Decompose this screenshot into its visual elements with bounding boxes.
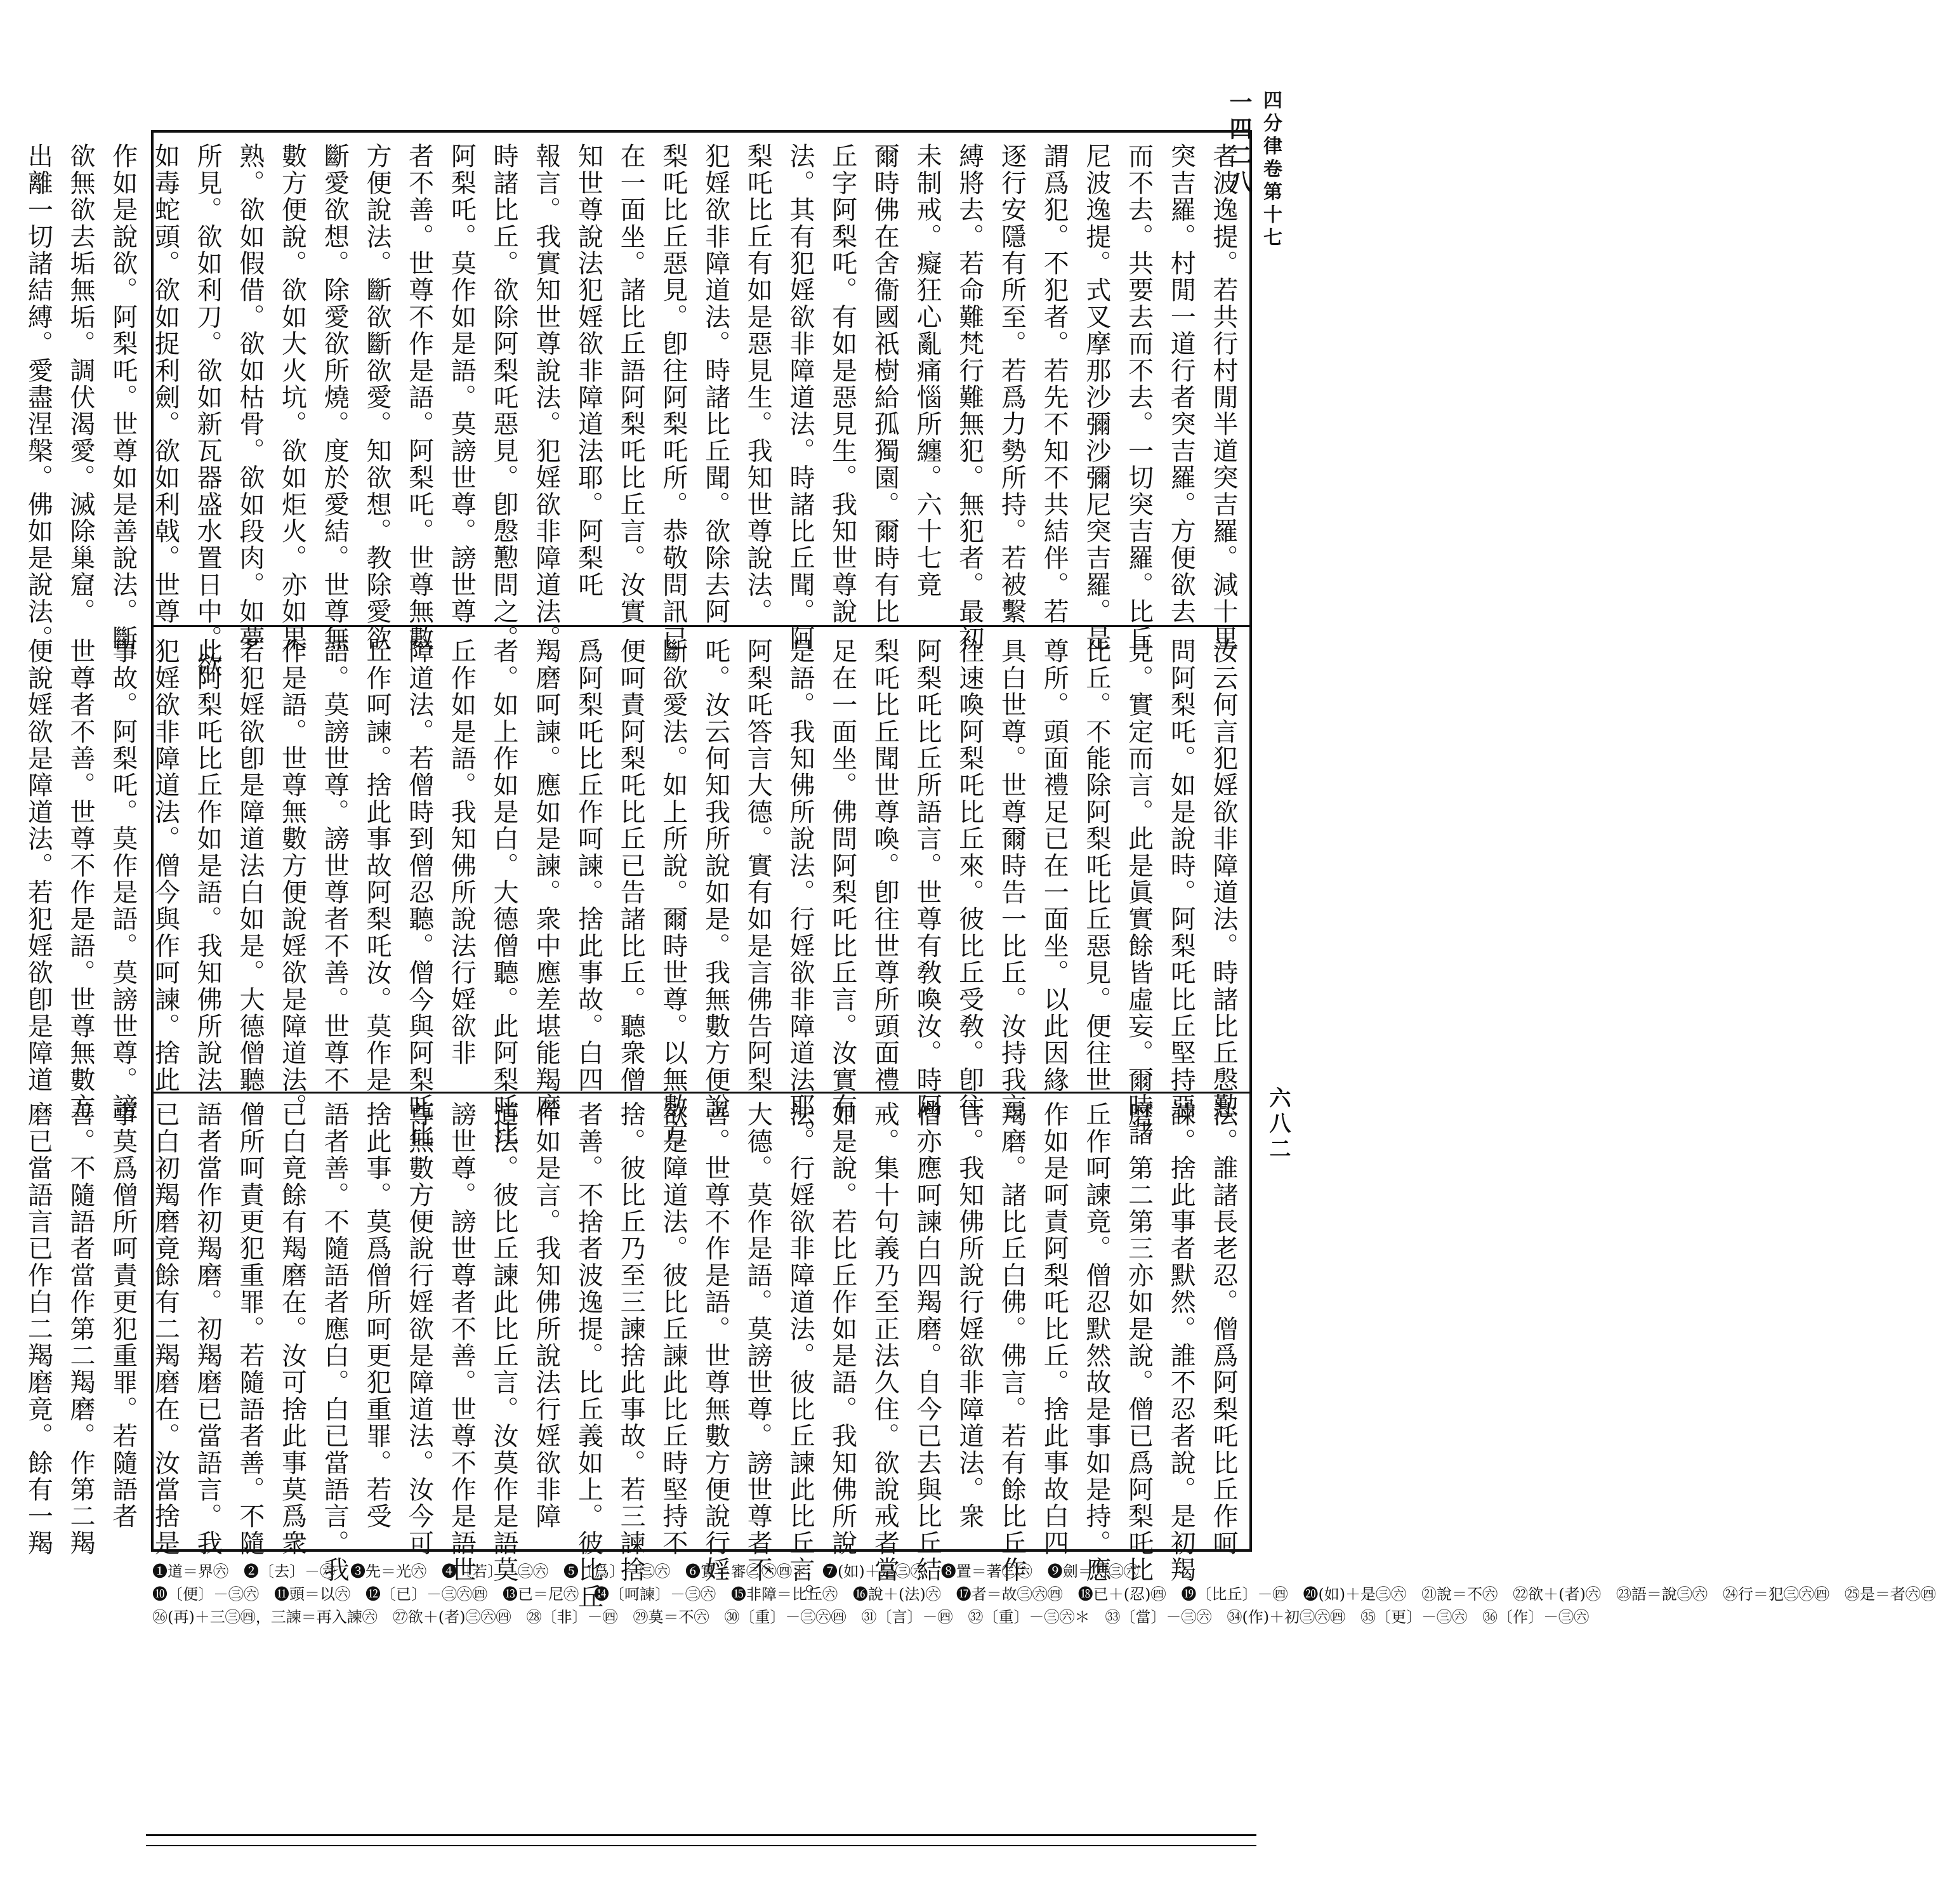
text-column: 作如是呵責阿梨吒比丘。捨此事故白四	[1039, 1101, 1069, 1557]
text-column: 突吉羅。村閒一道行者突吉羅。方便欲去	[1166, 143, 1196, 625]
text-column: 障道法。若僧時到僧忍聽。僧今與阿梨吒比	[404, 638, 434, 1147]
text-column: 汝云何言犯婬欲非障道法。時諸比丘慇懃	[1209, 638, 1238, 1120]
text-column: 善。世尊不作是語。世尊無數方便說行婬	[701, 1101, 730, 1583]
text-column: 便說婬欲是障道法。若犯婬欲卽是障道	[23, 638, 53, 1094]
text-column: 數方便說。欲如大火坑。欲如炬火。亦如果	[277, 143, 307, 652]
text-column: 語者當作初羯磨。初羯磨已當語言。我	[193, 1101, 223, 1557]
text-column: 犯婬欲非障道法。僧今與作呵諫。捨此	[150, 638, 180, 1094]
text-column: 足在一面坐。佛問阿梨吒比丘言。汝實有	[827, 638, 857, 1120]
text-column: 往速喚阿梨吒比丘來。彼比丘受敎。卽往	[954, 638, 984, 1120]
text-column: 磨。第二第三亦如是說。僧已爲阿梨吒比	[1124, 1101, 1154, 1583]
text-column: 者善。不捨者波逸提。比丘義如上。彼比丘	[574, 1101, 603, 1610]
text-column: 吒。汝云何知我所說如是。我無數方便說	[701, 638, 730, 1120]
text-column: 丘作呵諫竟。僧忍默然故是事如是持。應	[1081, 1101, 1111, 1583]
text-column: 比丘。不能除阿梨吒比丘惡見。便往世	[1081, 638, 1111, 1094]
text-column: 戒。集十句義乃至正法久住。欲說戒者當	[870, 1101, 900, 1583]
footnote-line: ❿〔便〕－㊂㊅ ⓫頭＝以㊅ ⓬〔已〕－㊂㊅㊃ ⓭已＝尼㊅ ⓮〔呵諫〕－㊂㊅ ⓯非障＝比丘㊅ ⓰說＋(法)㊅ ⓱者＝故㊂㊅㊃ ⓲已＋(忍)㊃ ⓳〔比丘〕－㊃ ⓴(如)＋是㊂㊅ ㉑說＝不㊅ ㉒欲＋(者)㊅ ㉓語＝說㊂㊅ ㉔行＝犯㊂㊅㊃ ㉕是＝者㊅㊃	[152, 1585, 1936, 1603]
footnote-line: ❶道＝界㊅ ❷〔去〕－㊅ ❸先＝光㊅ ❹〔若〕－㊂㊅ ❺〔爲〕－㊂㊅ ❻實＝審㊂㊅㊃＊ ❼(如)＋是㊂㊅ ❽置＝著㊂㊅ ❾劍＝刀㊂㊅	[152, 1563, 1139, 1580]
text-column: 知世尊說法犯婬欲非障道法耶。阿梨吒	[574, 143, 603, 598]
text-column: 磨已當語言已作白二羯磨竟。餘有一羯	[23, 1101, 53, 1557]
text-column: 欲是障道法。彼比丘諫此比丘時堅持不	[658, 1101, 688, 1557]
text-column: 所見。欲如利刀。欲如新瓦器盛水置日中。欲	[193, 143, 223, 678]
text-column: 而不去。共要去而不去。一切突吉羅。比丘	[1124, 143, 1154, 652]
text-column: 問阿梨吒。如是說時。阿梨吒比丘堅持惡	[1166, 638, 1196, 1120]
text-column: 尊所。頭面禮足已在一面坐。以此因緣	[1039, 638, 1069, 1094]
text-column: 語。莫謗世尊。謗世尊者不善。世尊不	[320, 638, 350, 1094]
text-column: 捨此事。莫爲僧所呵更犯重罪。若受	[362, 1101, 392, 1530]
text-column: 謗世尊。謗世尊者不善。世尊不作是語世	[447, 1101, 477, 1583]
text-column: 縛將去。若命難梵行難無犯。無犯者。最初	[954, 143, 984, 652]
text-column: 如是說。若比丘作如是語。我知佛所說	[827, 1101, 857, 1557]
page-number: 一四二八	[1226, 90, 1253, 197]
text-column: 僧所呵責更犯重罪。若隨語者善。不隨	[235, 1101, 265, 1557]
text-column: 已白竟餘有羯磨在。汝可捨此事莫爲衆	[277, 1101, 307, 1557]
text-column: 阿梨吒比丘所語言。世尊有敎喚汝。時阿	[912, 638, 942, 1120]
text-column: 斷欲愛法。如上所說。爾時世尊。以無數方	[658, 638, 688, 1147]
bottom-rule-thin	[146, 1845, 1256, 1846]
text-column: 若犯婬欲卽是障道法白如是。大德僧聽	[235, 638, 265, 1094]
text-column: 丘作呵諫。捨此事故阿梨吒汝。莫作是	[362, 638, 392, 1094]
text-column: 如毒蛇頭。欲如捉利劍。欲如利戟。世尊	[150, 143, 180, 625]
text-column: 作如是言。我知佛所說法行婬欲非障	[531, 1101, 561, 1530]
text-column: 法。其有犯婬欲非障道法。時諸比丘聞。阿	[785, 143, 815, 652]
text-column: 作如是說欲。阿梨吒。世尊如是善說法。斷	[108, 143, 138, 652]
text-column: 熟。欲如假借。欲如枯骨。欲如段肉。如夢	[235, 143, 265, 652]
text-column: 阿梨吒答言大德。實有如是言佛告阿梨	[743, 638, 773, 1094]
text-column: 便呵責阿梨吒比丘已告諸比丘。聽衆僧	[616, 638, 646, 1094]
text-column: 阿梨吒。莫作如是語。莫謗世尊。謗世尊	[447, 143, 477, 625]
text-column: 出離一切諸結縛。愛盡涅槃。佛如是說法。	[23, 143, 53, 652]
bottom-rule	[146, 1834, 1256, 1836]
text-column: 諫。捨此事者默然。誰不忍者說。是初羯	[1166, 1101, 1196, 1583]
footnote-line: ㉖(再)＋三㊂㊃，三諫＝再入諫㊅ ㉗欲＋(者)㊂㊅㊃ ㉘〔非〕－㊃ ㉙莫＝不㊅ ㉚〔重〕－㊂㊅㊃ ㉛〔言〕－㊃ ㉜〔重〕－㊂㊅＊ ㉝〔當〕－㊂㊅ ㉞(作)＋初㊂㊅㊃ ㉟〔更〕－㊂㊅ ㊱〔作〕－㊂㊅	[152, 1608, 1590, 1626]
text-column: 者。如上作如是白。大德僧聽。此阿梨吒比	[489, 638, 519, 1147]
text-column: 斷愛欲想。除愛欲所燒。度於愛結。世尊無	[320, 143, 350, 652]
text-column: 者波逸提。若共行村閒半道突吉羅。減十里	[1209, 143, 1238, 652]
text-column: 世尊者不善。世尊不作是語。世尊無數方	[66, 638, 96, 1120]
text-column: 大德。莫作是語。莫謗世尊。謗世尊者不	[743, 1101, 773, 1583]
text-column: 逐行安隱有所至。若爲力勢所持。若被繫	[997, 143, 1027, 625]
text-column: 丘作如是語。我知佛所說法行婬欲非	[447, 638, 477, 1067]
text-column: 道法。彼比丘諫此比丘言。汝莫作是語莫	[489, 1101, 519, 1583]
text-column: 梨吒比丘有如是惡見生。我知世尊說法。	[743, 143, 773, 625]
text-band-2	[23, 638, 1244, 1147]
footnotes	[152, 1560, 1936, 1629]
text-column: 丘字阿梨吒。有如是惡見生。我知世尊說	[827, 143, 857, 625]
text-band-1	[23, 143, 1244, 678]
text-column: 羯磨呵諫。應如是諫。衆中應差堪能羯磨	[531, 638, 561, 1120]
text-column: 已白初羯磨竟餘有二羯磨在。汝當捨是	[150, 1101, 180, 1557]
text-column: 法。誰諸長老忍。僧爲阿梨吒比丘作呵	[1209, 1101, 1238, 1557]
text-column: 事故。阿梨吒。莫作是語。莫謗世尊。謗	[108, 638, 138, 1120]
text-column: 是語。我知佛所說法。行婬欲非障道法耶。	[785, 638, 815, 1147]
text-column: 者不善。世尊不作是語。阿梨吒。世尊無數	[404, 143, 434, 652]
text-column: 報言。我實知世尊說法。犯婬欲非障道法。	[531, 143, 561, 652]
text-column: 欲無欲去垢無垢。調伏渴愛。滅除巢窟。	[66, 143, 96, 625]
text-column: 犯婬欲非障道法。時諸比丘聞。欲除去阿	[701, 143, 730, 625]
text-column: 未制戒。癡狂心亂痛惱所纏。六十七竟	[912, 143, 942, 598]
running-title: 四分律卷第十七	[1260, 90, 1282, 250]
right-page-number: 六八二	[1265, 1087, 1291, 1163]
text-column: 善。不隨語者當作第二羯磨。作第二羯	[66, 1101, 96, 1557]
text-column: 爾時佛在舍衞國祇樹給孤獨園。爾時有比	[870, 143, 900, 625]
text-column: 事莫爲僧所呵責更犯重罪。若隨語者	[108, 1101, 138, 1530]
text-column: 作是語。世尊無數方便說婬欲是障道法。	[277, 638, 307, 1120]
text-column: 爲阿梨吒比丘作呵諫。捨此事故。白四	[574, 638, 603, 1094]
text-column: 具白世尊。世尊爾時告一比丘。汝持我言	[997, 638, 1027, 1120]
text-column: 梨吒比丘惡見。卽往阿梨吒所。恭敬問訊已	[658, 143, 688, 652]
text-column: 捨。彼比丘乃至三諫捨此事故。若三諫捨	[616, 1101, 646, 1583]
text-column: 方便說法。斷欲斷欲愛。知欲想。教除愛欲	[362, 143, 392, 652]
text-column: 法。行婬欲非障道法。彼比丘諫此比丘言。	[785, 1101, 815, 1610]
text-column: 尊無數方便說行婬欲是障道法。汝今可	[404, 1101, 434, 1557]
text-column: 僧亦應呵諫白四羯磨。自今已去與比丘結	[912, 1101, 942, 1583]
text-column: 此阿梨吒比丘作如是語。我知佛所說法	[193, 638, 223, 1094]
text-column: 尼波逸提。式叉摩那沙彌沙彌尼突吉羅。是	[1081, 143, 1111, 652]
text-column: 謂爲犯。不犯者。若先不知不共結伴。若	[1039, 143, 1069, 625]
text-column: 時諸比丘。欲除阿梨吒惡見。卽慇懃問之。	[489, 143, 519, 652]
text-column: 羯磨。諸比丘白佛。佛言。若有餘比丘作	[997, 1101, 1027, 1583]
text-column: 在一面坐。諸比丘語阿梨吒比丘言。汝實	[616, 143, 646, 625]
text-column: 見。實定而言。此是眞實餘皆虛妄。爾時諸	[1124, 638, 1154, 1147]
text-column: 言。我知佛所說行婬欲非障道法。衆	[954, 1101, 984, 1530]
text-column: 梨吒比丘聞世尊喚。卽往世尊所頭面禮	[870, 638, 900, 1094]
text-column: 語者善。不隨語者應白。白已當語言。我	[320, 1101, 350, 1583]
